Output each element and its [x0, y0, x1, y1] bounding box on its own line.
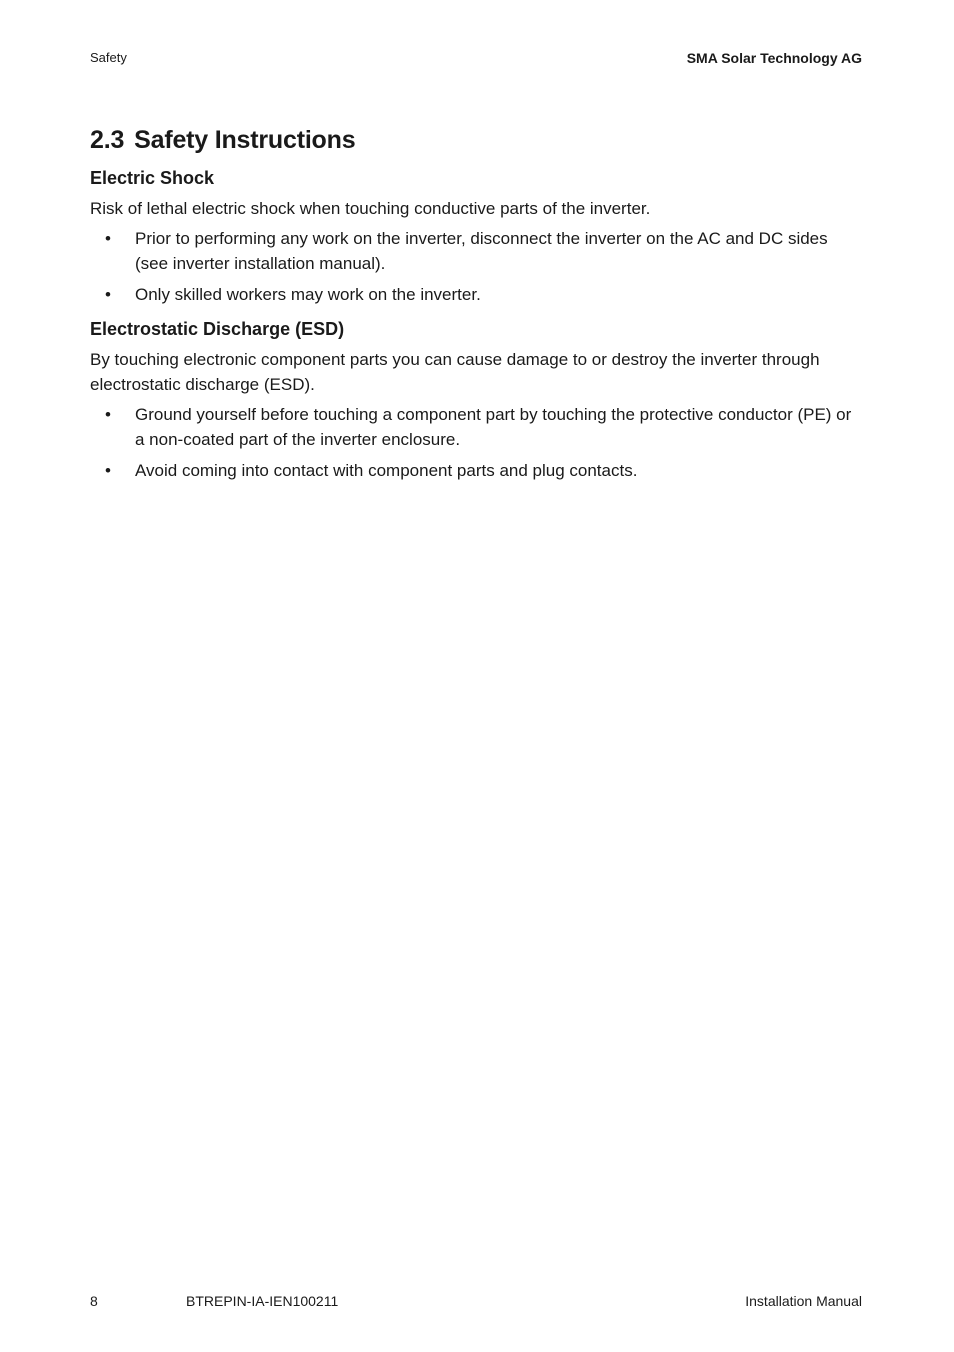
list-item	[90, 282, 862, 307]
list-item-text: Prior to performing any work on the inverter, disconnect the inverter on the AC and DC sides (see inverter installation manual).	[135, 229, 828, 273]
esd-heading: Electrostatic Discharge (ESD)	[90, 319, 345, 339]
bullet-icon: •	[105, 229, 111, 248]
section-number: 2.3	[90, 126, 125, 154]
esd-list	[90, 402, 862, 483]
section-title-text: Safety Instructions	[134, 126, 356, 154]
list-item-text: Avoid coming into contact with component parts and plug contacts.	[135, 461, 638, 480]
esd-intro: By touching electronic component parts you can cause damage to or destroy the inverter through electrostatic discharge (ESD).	[90, 350, 820, 394]
bullet-icon: •	[105, 405, 111, 424]
header-company-name: SMA Solar Technology AG	[686, 50, 862, 66]
list-item	[90, 458, 862, 483]
list-item	[90, 402, 862, 452]
list-item-text: Only skilled workers may work on the inverter.	[135, 285, 481, 304]
list-item	[90, 226, 862, 276]
section-title	[90, 124, 862, 156]
page-content	[90, 124, 862, 493]
electric-shock-intro: Risk of lethal electric shock when touching conductive parts of the inverter.	[90, 199, 651, 218]
footer-document-code: BTREPIN-IA-IEN100211	[186, 1293, 339, 1309]
electric-shock-heading: Electric Shock	[90, 168, 215, 188]
footer-manual-title: Installation Manual	[745, 1293, 862, 1309]
header-section-label: Safety	[90, 50, 127, 65]
bullet-icon: •	[105, 461, 111, 480]
footer-page-number: 8	[90, 1293, 98, 1309]
electric-shock-list	[90, 226, 862, 307]
list-item-text: Ground yourself before touching a component part by touching the protective conductor (PE) or a non-coated part of the inverter enclosure.	[135, 405, 852, 449]
bullet-icon: •	[105, 285, 111, 304]
